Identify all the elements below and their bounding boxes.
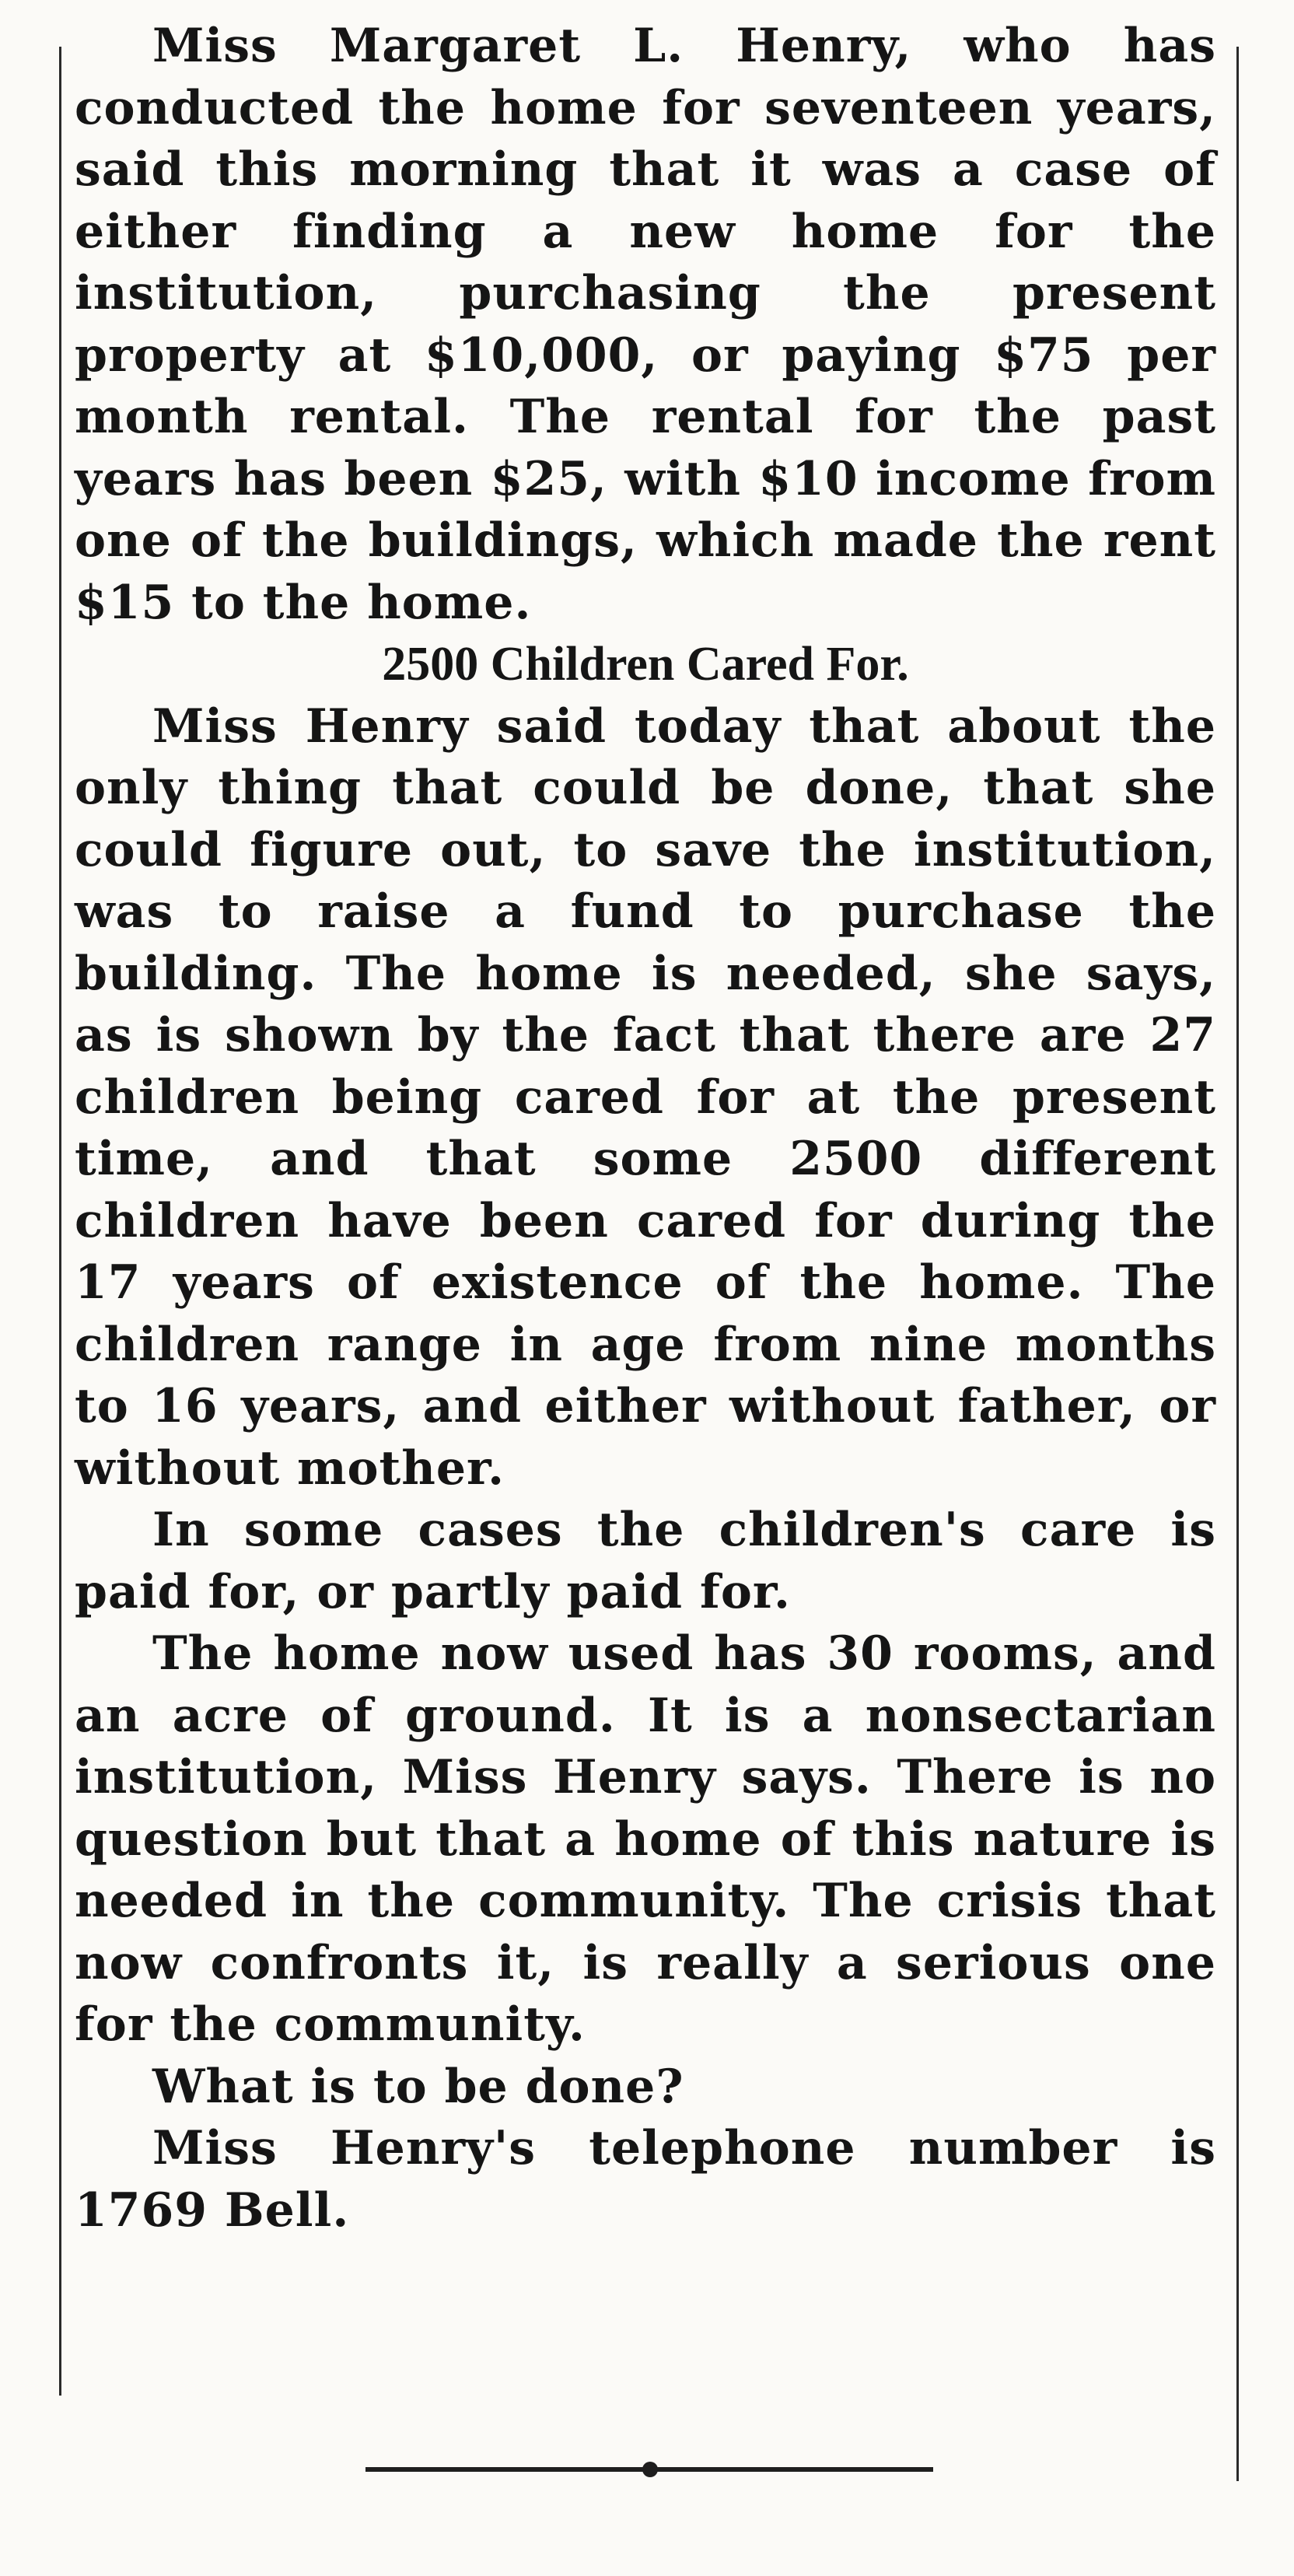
article-subhead: 2500 Children Cared For. xyxy=(382,638,909,691)
article-paragraph-2: In some cases the children's care is paid for, or partly paid for. xyxy=(75,1503,1216,1619)
article-paragraph-4: What is to be done? xyxy=(152,2059,684,2114)
column-rule-right xyxy=(1236,47,1239,2481)
article-intro-paragraph: Miss Margaret L. Henry, who has conducted the home for seventeen years, said this morning that it was a case of either finding a new home for the institution, purchasing the present property at $10,000, or paying $75 per month rental. The rental for the past years has been $25, with $10 income from one of the buildings, which made the rent $15 to the home. xyxy=(75,19,1216,630)
article-paragraph-3: The home now used has 30 rooms, and an acre of ground. It is a nonsectarian institution, Miss Henry says. There is no question but that a home of this nature is needed in the community. The crisis that now confronts it, is really a serious one for the community. xyxy=(75,1626,1216,2052)
article-paragraph-1: Miss Henry said today that about the only thing that could be done, that she could figure out, to save the institution, was to raise a fund to purchase the building. The home is needed, she says, as is shown by the fact that there are 27 children being cared for at the present time, and that some 2500 different children have been cared for during the 17 years of existence of the home. The children range in age from nine months to 16 years, and either without father, or without mother. xyxy=(75,698,1216,1496)
end-of-article-dot xyxy=(642,2462,658,2477)
article-paragraph-5: Miss Henry's telephone number is 1769 Bell. xyxy=(75,2121,1216,2238)
column-rule-left xyxy=(59,47,61,2396)
article-column xyxy=(75,16,1216,2242)
